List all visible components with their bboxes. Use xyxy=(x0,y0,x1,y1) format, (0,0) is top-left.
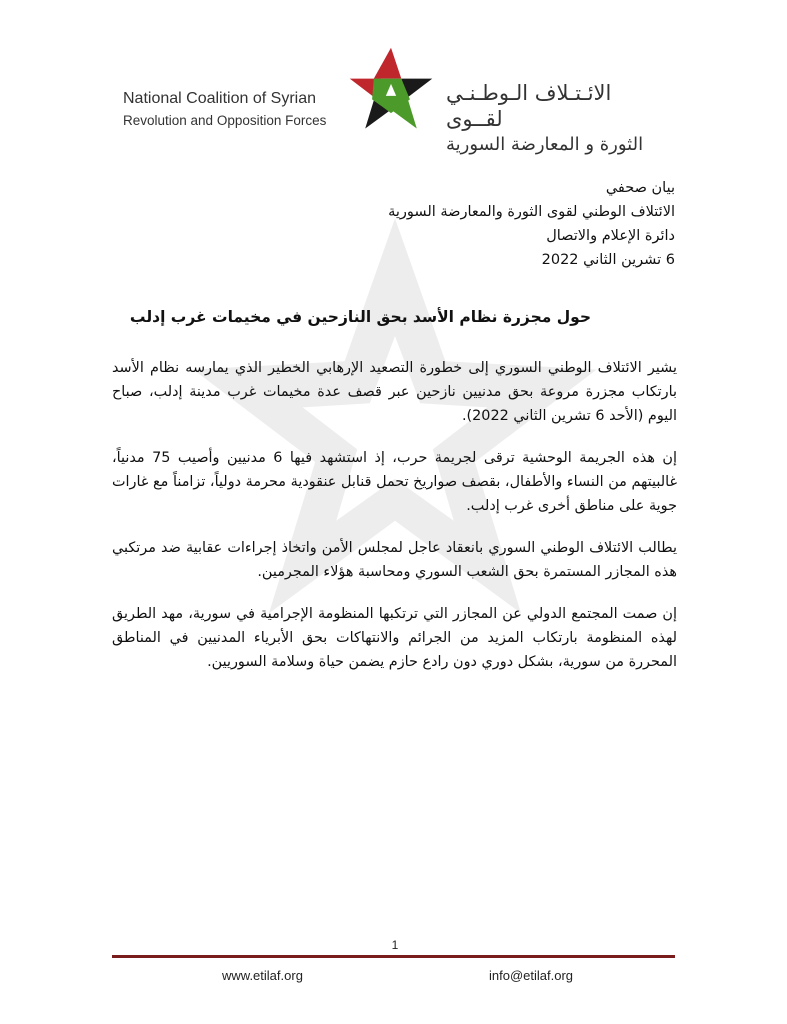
org-name-en-line2: Revolution and Opposition Forces xyxy=(123,113,327,128)
footer-divider xyxy=(112,955,675,958)
issuer: الائتلاف الوطني لقوى الثورة والمعارضة السورية xyxy=(388,204,675,220)
department: دائرة الإعلام والاتصال xyxy=(546,228,675,244)
doc-type: بيان صحفي xyxy=(605,180,675,196)
coalition-star-logo xyxy=(346,46,436,132)
email-link[interactable]: info@etilaf.org xyxy=(489,968,574,983)
paragraph: يطالب الائتلاف الوطني السوري بانعقاد عاجل لمجلس الأمن واتخاذ إجراءات عقابية ضد مرتكبي هذه المجازر المستمرة بحق الشعب السوري ومحاسبة هؤلاء المجرمين. xyxy=(112,540,677,580)
org-name-english xyxy=(123,88,353,132)
org-name-ar-line1: الائـتـلاف الـوطـنـي لقــوى xyxy=(446,81,612,131)
page-number: 1 xyxy=(391,938,399,952)
paragraph: إن صمت المجتمع الدولي عن المجازر التي ترتكبها المنظومة الإجرامية في سورية، مهد الطريق لهذه المنظومة بارتكاب المزيد من الجرائم والانتهاكات بحق الأبرياء المدنيين في المناطق المحررة من سورية، بشكل دوري دون رادع حازم يضمن حياة وسلامة السوريين. xyxy=(112,606,677,670)
org-name-arabic xyxy=(446,80,666,158)
press-release-meta xyxy=(388,176,675,272)
paragraph: إن هذه الجريمة الوحشية ترقى لجريمة حرب، إذ استشهد فيها 6 مدنيين وأصيب 75 مدنياً، غالبيتهم من النساء والأطفال، بقصف صواريخ تحمل قنابل عنقودية محرمة دولياً، تزامناً مع غارات جوية على مناطق أخرى غرب إدلب. xyxy=(112,450,677,514)
org-name-en-line1: National Coalition of Syrian xyxy=(123,90,316,107)
statement-body xyxy=(112,356,677,692)
org-name-ar-line2: الثورة و المعارضة السورية xyxy=(446,134,644,155)
statement-title: حول مجزرة نظام الأسد بحق النازحين في مخيمات غرب إدلب xyxy=(129,308,592,326)
website-link[interactable]: www.etilaf.org xyxy=(222,968,303,983)
paragraph: يشير الائتلاف الوطني السوري إلى خطورة التصعيد الإرهابي الخطير الذي يمارسه نظام الأسد بارتكاب مجزرة مروعة بحق مدنيين نازحين عبر قصف عدة مخيمات غرب مدينة إدلب، صباح اليوم (الأحد 6 تشرين الثاني 2022). xyxy=(112,360,677,424)
release-date: 6 تشرين الثاني 2022 xyxy=(541,252,675,268)
